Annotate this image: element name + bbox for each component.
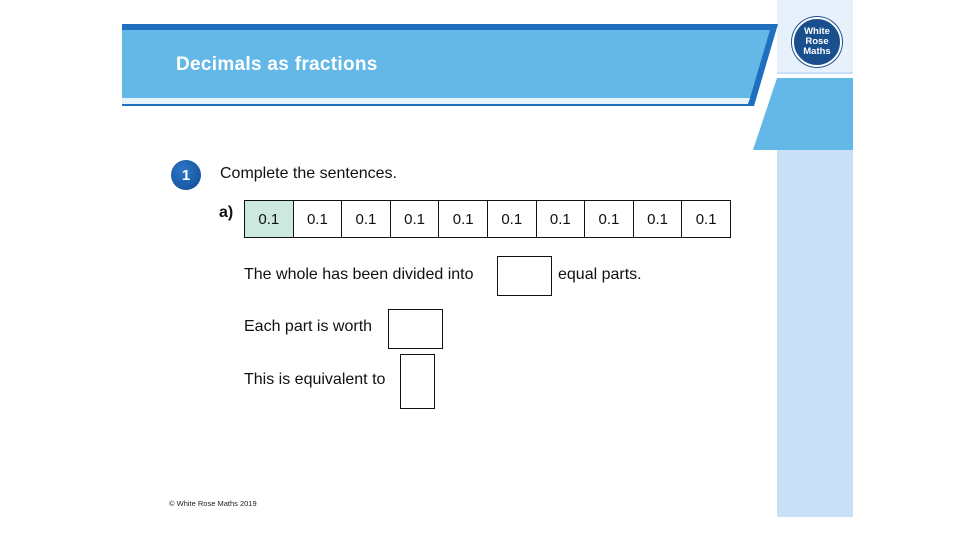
bar-cell: 0.1 [695, 210, 717, 228]
bar-cell: 0.1 [439, 201, 488, 237]
sentence-divided-into: The whole has been divided into [244, 266, 474, 283]
answer-box-fraction[interactable] [400, 354, 435, 409]
answer-box-parts-count[interactable] [497, 256, 552, 296]
bar-cell: 0.1 [245, 201, 294, 237]
bar-cell: 0.1 [391, 201, 440, 237]
logo-line-3: Maths [803, 46, 831, 57]
page-title: Decimals as fractions [176, 54, 378, 75]
part-label: a) [219, 204, 234, 221]
tenths-bar-model [244, 200, 731, 238]
logo-line-1: White [804, 26, 830, 37]
bar-cell: 0.1 [342, 201, 391, 237]
bar-cell: 0.1 [634, 201, 683, 237]
bar-cell: 0.1 [537, 201, 586, 237]
right-side-strip [777, 0, 853, 517]
sentence-each-part-worth: Each part is worth [244, 318, 373, 335]
copyright-footer: © White Rose Maths 2019 [169, 499, 257, 508]
white-rose-maths-logo [792, 17, 842, 67]
logo-line-2: Rose [805, 36, 829, 47]
bar-cell: 0.1 [585, 201, 634, 237]
bar-cell: 0.1 [488, 201, 537, 237]
question-instruction: Complete the sentences. [220, 165, 397, 182]
question-number-badge: 1 [171, 160, 201, 190]
sentence-equivalent-to: This is equivalent to [244, 371, 386, 388]
sentence-equal-parts: equal parts. [558, 266, 642, 283]
bar-cell: 0.1 [294, 201, 343, 237]
answer-box-part-value[interactable] [388, 309, 443, 349]
